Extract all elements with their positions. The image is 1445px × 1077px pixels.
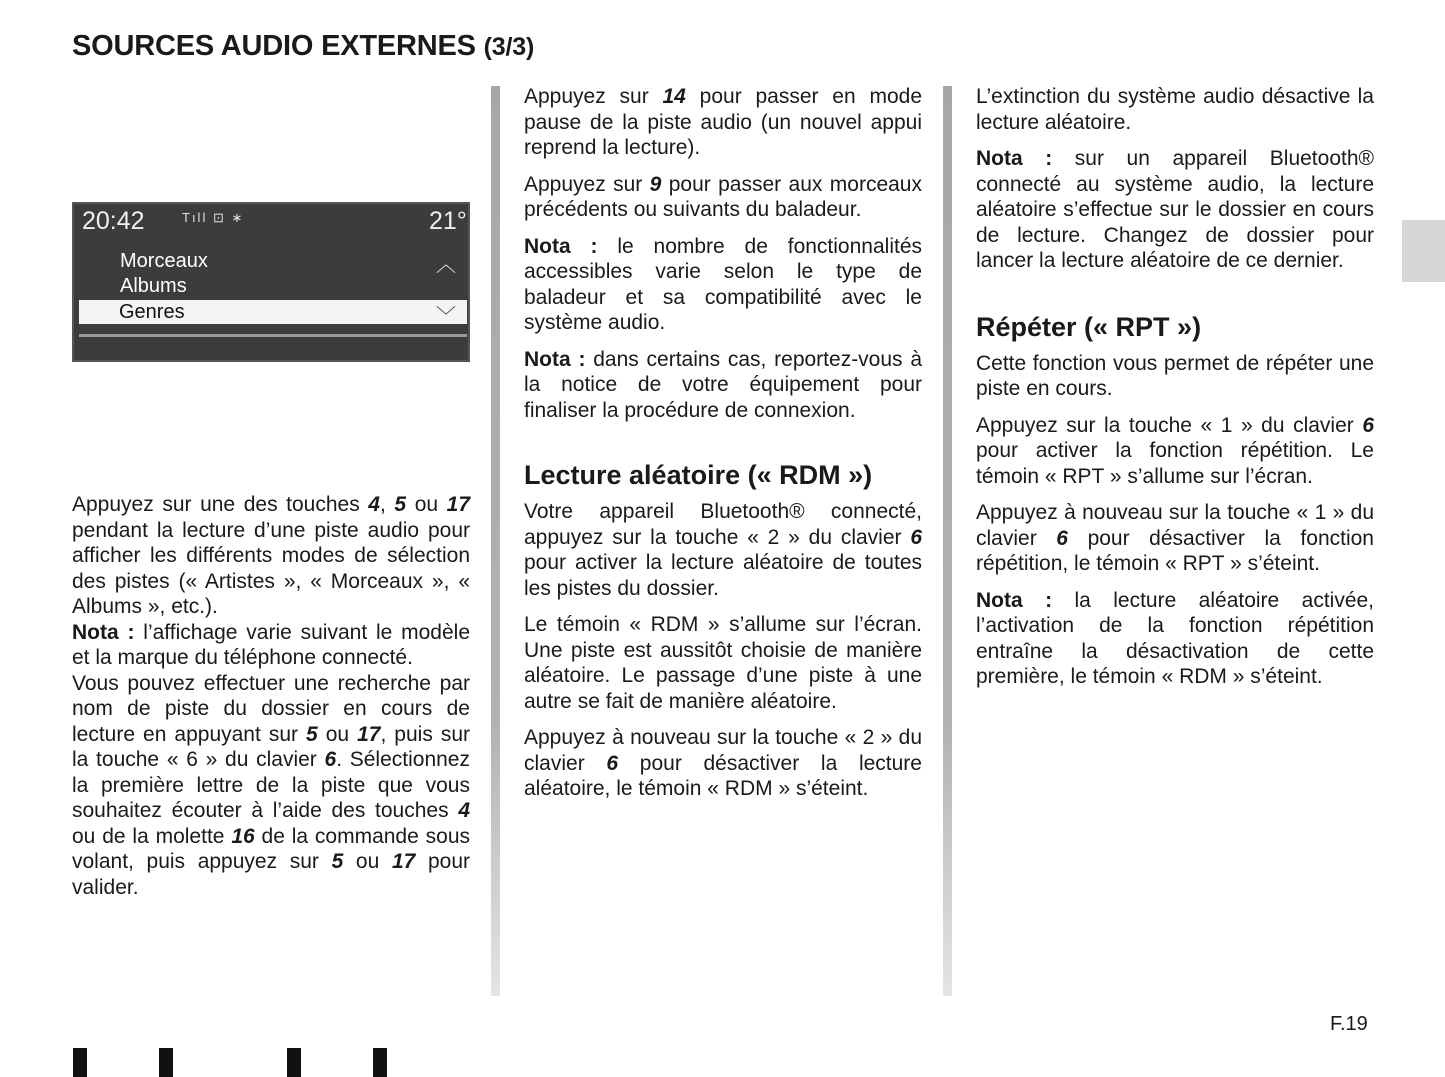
print-mark bbox=[159, 1048, 173, 1077]
paragraph-morceaux: Appuyez sur 9 pour passer aux morceaux précédents ou suivants du baladeur. bbox=[524, 172, 922, 221]
menu-item-selected bbox=[79, 300, 467, 324]
heading-repeter: Répéter (« RPT ») bbox=[976, 311, 1202, 342]
status-icons: Tıll ⊡ ∗ bbox=[182, 210, 245, 225]
menu-item-genres: Genres bbox=[119, 301, 185, 323]
nota-fonctionnalites: Nota : le nombre de fonctionnalités accessibles varie selon le type de baladeur et sa compatibilité avec le système audio. bbox=[524, 234, 922, 334]
paragraph-touches: Appuyez sur une des touches 4, 5 ou 17 pendant la lecture d’une piste audio pour afficher les différents modes de sélection des pistes (« Artistes », « Morceaux », « Albums », etc.). bbox=[72, 493, 471, 618]
menu-item-albums: Albums bbox=[120, 275, 187, 297]
audio-display-screen bbox=[72, 202, 470, 362]
column-separator-1 bbox=[491, 86, 500, 996]
column-separator-2 bbox=[943, 86, 952, 996]
chevron-up-icon: ︿ bbox=[436, 254, 456, 276]
nota-rdm-rpt: Nota : la lecture aléatoire activée, l’activation de la fonction répétition entraîne la désactivation de cette première, le témoin « RDM » s’éteint. bbox=[976, 588, 1375, 688]
page-number: F.19 bbox=[1330, 1013, 1368, 1035]
title-suffix: (3/3) bbox=[483, 33, 535, 61]
menu-item-morceaux: Morceaux bbox=[120, 250, 208, 272]
nota-affichage: Nota : l’affichage varie suivant le modèle et la marque du téléphone connecté. bbox=[72, 620, 470, 669]
outside-temperature: 21° bbox=[429, 207, 467, 235]
column-1 bbox=[72, 492, 470, 900]
column-3 bbox=[976, 84, 1374, 701]
print-mark bbox=[373, 1048, 387, 1077]
screen-scrollbar bbox=[79, 334, 467, 337]
print-mark bbox=[73, 1048, 87, 1077]
paragraph-rpt-intro: Cette fonction vous permet de répéter une piste en cours. bbox=[976, 351, 1374, 400]
chevron-down-icon: ﹀ bbox=[436, 306, 456, 328]
title-main: SOURCES AUDIO EXTERNES bbox=[72, 30, 476, 62]
section-side-tab bbox=[1402, 220, 1445, 282]
heading-lecture-aleatoire: Lecture aléatoire (« RDM ») bbox=[524, 460, 873, 490]
print-mark bbox=[287, 1048, 301, 1077]
nota-connexion: Nota : dans certains cas, reportez-vous à la notice de votre équipement pour finaliser la procédure de connexion. bbox=[524, 347, 923, 422]
page-title bbox=[72, 30, 534, 63]
paragraph-rdm-activate: Votre appareil Bluetooth® connecté, appuyez sur la touche « 2 » du clavier 6 pour activer la lecture aléatoire de toutes les pistes du dossier. bbox=[524, 500, 922, 600]
nota-bluetooth: Nota : sur un appareil Bluetooth® connecté au système audio, la lecture aléatoire s’effectue sur le dossier en cours de lecture. Changez de dossier pour lancer la lecture aléatoire de ce dernier. bbox=[976, 147, 1374, 272]
paragraph-rdm-deactivate: Appuyez à nouveau sur la touche « 2 » du clavier 6 pour désactiver la lecture aléatoire, le témoin « RDM » s’éteint. bbox=[524, 726, 922, 800]
paragraph-pause: Appuyez sur 14 pour passer en mode pause de la piste audio (un nouvel appui reprend la lecture). bbox=[524, 85, 922, 159]
paragraph-rpt-deactivate: Appuyez à nouveau sur la touche « 1 » du clavier 6 pour désactiver la fonction répétition, le témoin « RPT » s’éteint. bbox=[976, 501, 1374, 575]
paragraph-rpt-activate: Appuyez sur la touche « 1 » du clavier 6 pour activer la fonction répétition. Le témoin « RPT » s’allume sur l’écran. bbox=[976, 413, 1374, 488]
clock-time: 20:42 bbox=[82, 207, 145, 235]
paragraph-extinction: L’extinction du système audio désactive la lecture aléatoire. bbox=[976, 85, 1374, 134]
column-2 bbox=[524, 84, 922, 813]
paragraph-rdm-temoin: Le témoin « RDM » s’allume sur l’écran. Une piste est aussitôt choisie de manière aléatoire. Le passage d’une piste à une autre se fait de manière aléatoire. bbox=[524, 613, 922, 713]
paragraph-recherche: Vous pouvez effectuer une recherche par nom de piste du dossier en cours de lecture en appuyant sur 5 ou 17, puis sur la touche « 6 » du clavier 6. Sélectionnez la première lettre de la piste que vous souhaitez écouter à l’aide des touches 4 ou de la molette 16 de la commande sous volant, puis appuyez sur 5 ou 17 pour valider. bbox=[72, 671, 471, 899]
